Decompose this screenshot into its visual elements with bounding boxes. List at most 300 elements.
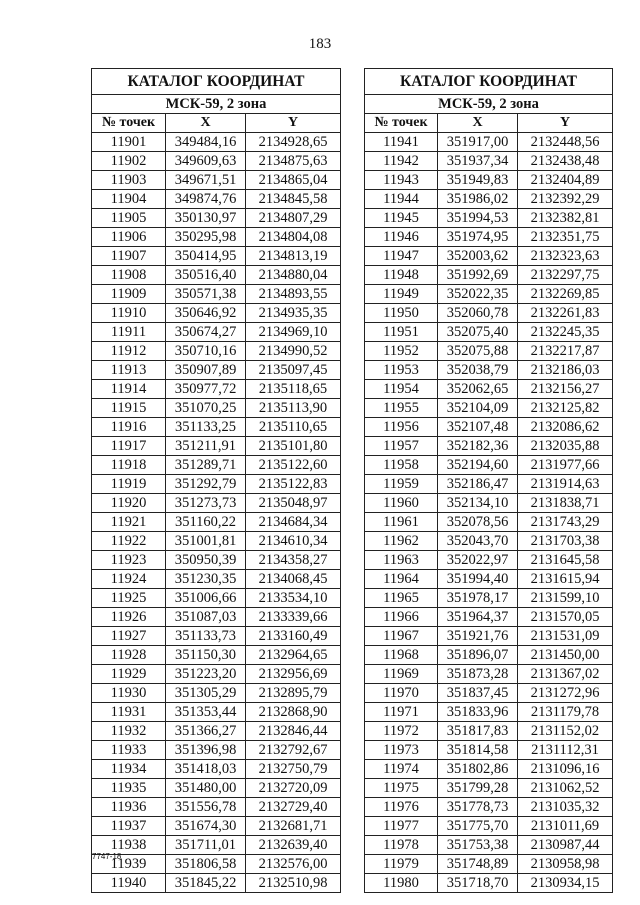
table-row xyxy=(365,494,613,513)
table-row xyxy=(365,627,613,646)
y-coordinate-cell: 2135122,83 xyxy=(246,475,341,494)
y-coordinate-cell: 2135110,65 xyxy=(246,418,341,437)
y-coordinate-cell: 2134845,58 xyxy=(246,190,341,209)
table-row xyxy=(92,475,341,494)
y-coordinate-cell: 2134865,04 xyxy=(246,171,341,190)
y-coordinate-cell: 2134935,35 xyxy=(246,304,341,323)
x-coordinate-cell: 351921,76 xyxy=(438,627,518,646)
y-coordinate-cell: 2131914,63 xyxy=(518,475,613,494)
y-coordinate-cell: 2131570,05 xyxy=(518,608,613,627)
table-row xyxy=(92,855,341,874)
y-coordinate-cell: 2131035,32 xyxy=(518,798,613,817)
table-row xyxy=(92,361,341,380)
x-coordinate-cell: 349484,16 xyxy=(166,133,246,152)
y-coordinate-cell: 2134875,63 xyxy=(246,152,341,171)
point-number-cell: 11962 xyxy=(365,532,438,551)
x-coordinate-cell: 351133,73 xyxy=(166,627,246,646)
coordinate-catalog-table-right xyxy=(364,68,613,893)
x-coordinate-cell: 351873,28 xyxy=(438,665,518,684)
column-header-point-number: № точек xyxy=(365,114,438,133)
point-number-cell: 11917 xyxy=(92,437,166,456)
column-header-x: X xyxy=(166,114,246,133)
y-coordinate-cell: 2131645,58 xyxy=(518,551,613,570)
y-coordinate-cell: 2132956,69 xyxy=(246,665,341,684)
point-number-cell: 11914 xyxy=(92,380,166,399)
point-number-cell: 11923 xyxy=(92,551,166,570)
y-coordinate-cell: 2134880,04 xyxy=(246,266,341,285)
table-row xyxy=(365,646,613,665)
point-number-cell: 11927 xyxy=(92,627,166,646)
y-coordinate-cell: 2132297,75 xyxy=(518,266,613,285)
x-coordinate-cell: 351837,45 xyxy=(438,684,518,703)
x-coordinate-cell: 351748,89 xyxy=(438,855,518,874)
table-row xyxy=(365,608,613,627)
x-coordinate-cell: 351992,69 xyxy=(438,266,518,285)
point-number-cell: 11950 xyxy=(365,304,438,323)
table-row xyxy=(365,456,613,475)
point-number-cell: 11975 xyxy=(365,779,438,798)
x-coordinate-cell: 351289,71 xyxy=(166,456,246,475)
y-coordinate-cell: 2134928,65 xyxy=(246,133,341,152)
table-row xyxy=(92,152,341,171)
point-number-cell: 11952 xyxy=(365,342,438,361)
y-coordinate-cell: 2135118,65 xyxy=(246,380,341,399)
table-row xyxy=(365,589,613,608)
x-coordinate-cell: 349609,63 xyxy=(166,152,246,171)
y-coordinate-cell: 2131743,29 xyxy=(518,513,613,532)
table-row xyxy=(365,513,613,532)
point-number-cell: 11930 xyxy=(92,684,166,703)
x-coordinate-cell: 351556,78 xyxy=(166,798,246,817)
table-row xyxy=(365,551,613,570)
y-coordinate-cell: 2132448,56 xyxy=(518,133,613,152)
point-number-cell: 11928 xyxy=(92,646,166,665)
table-row xyxy=(92,247,341,266)
table-row xyxy=(365,266,613,285)
x-coordinate-cell: 350977,72 xyxy=(166,380,246,399)
x-coordinate-cell: 350907,89 xyxy=(166,361,246,380)
column-header-y: Y xyxy=(246,114,341,133)
point-number-cell: 11907 xyxy=(92,247,166,266)
point-number-cell: 11905 xyxy=(92,209,166,228)
catalog-body xyxy=(365,69,613,893)
table-row xyxy=(365,532,613,551)
point-number-cell: 11965 xyxy=(365,589,438,608)
y-coordinate-cell: 2131062,52 xyxy=(518,779,613,798)
table-row xyxy=(92,836,341,855)
point-number-cell: 11979 xyxy=(365,855,438,874)
table-row xyxy=(92,684,341,703)
point-number-cell: 11959 xyxy=(365,475,438,494)
x-coordinate-cell: 352104,09 xyxy=(438,399,518,418)
y-coordinate-cell: 2132086,62 xyxy=(518,418,613,437)
point-number-cell: 11957 xyxy=(365,437,438,456)
table-row xyxy=(92,874,341,893)
x-coordinate-cell: 351994,53 xyxy=(438,209,518,228)
point-number-cell: 11901 xyxy=(92,133,166,152)
point-number-cell: 11943 xyxy=(365,171,438,190)
point-number-cell: 11902 xyxy=(92,152,166,171)
table-row xyxy=(365,190,613,209)
column-header-point-number: № точек xyxy=(92,114,166,133)
x-coordinate-cell: 351273,73 xyxy=(166,494,246,513)
point-number-cell: 11967 xyxy=(365,627,438,646)
x-coordinate-cell: 351150,30 xyxy=(166,646,246,665)
y-coordinate-cell: 2132186,03 xyxy=(518,361,613,380)
table-row xyxy=(92,456,341,475)
x-coordinate-cell: 351230,35 xyxy=(166,570,246,589)
point-number-cell: 11910 xyxy=(92,304,166,323)
table-row xyxy=(365,722,613,741)
y-coordinate-cell: 2131011,69 xyxy=(518,817,613,836)
x-coordinate-cell: 350516,40 xyxy=(166,266,246,285)
point-number-cell: 11911 xyxy=(92,323,166,342)
x-coordinate-cell: 351753,38 xyxy=(438,836,518,855)
table-row xyxy=(92,380,341,399)
y-coordinate-cell: 2130987,44 xyxy=(518,836,613,855)
y-coordinate-cell: 2132846,44 xyxy=(246,722,341,741)
table-row xyxy=(365,171,613,190)
column-header-y: Y xyxy=(518,114,613,133)
point-number-cell: 11931 xyxy=(92,703,166,722)
x-coordinate-cell: 351001,81 xyxy=(166,532,246,551)
x-coordinate-cell: 350571,38 xyxy=(166,285,246,304)
x-coordinate-cell: 351833,96 xyxy=(438,703,518,722)
y-coordinate-cell: 2132269,85 xyxy=(518,285,613,304)
y-coordinate-cell: 2131112,31 xyxy=(518,741,613,760)
y-coordinate-cell: 2132792,67 xyxy=(246,741,341,760)
point-number-cell: 11924 xyxy=(92,570,166,589)
table-row xyxy=(92,760,341,779)
y-coordinate-cell: 2131096,16 xyxy=(518,760,613,779)
x-coordinate-cell: 352078,56 xyxy=(438,513,518,532)
y-coordinate-cell: 2134990,52 xyxy=(246,342,341,361)
table-row xyxy=(92,722,341,741)
x-coordinate-cell: 350950,39 xyxy=(166,551,246,570)
table-row xyxy=(92,589,341,608)
table-row xyxy=(92,703,341,722)
y-coordinate-cell: 2132639,40 xyxy=(246,836,341,855)
y-coordinate-cell: 2133339,66 xyxy=(246,608,341,627)
x-coordinate-cell: 351006,66 xyxy=(166,589,246,608)
table-row xyxy=(92,817,341,836)
y-coordinate-cell: 2132750,79 xyxy=(246,760,341,779)
point-number-cell: 11951 xyxy=(365,323,438,342)
y-coordinate-cell: 2131272,96 xyxy=(518,684,613,703)
catalog-body xyxy=(92,69,341,893)
x-coordinate-cell: 351802,86 xyxy=(438,760,518,779)
x-coordinate-cell: 350414,95 xyxy=(166,247,246,266)
point-number-cell: 11978 xyxy=(365,836,438,855)
y-coordinate-cell: 2132261,83 xyxy=(518,304,613,323)
x-coordinate-cell: 351974,95 xyxy=(438,228,518,247)
point-number-cell: 11974 xyxy=(365,760,438,779)
point-number-cell: 11966 xyxy=(365,608,438,627)
y-coordinate-cell: 2131367,02 xyxy=(518,665,613,684)
point-number-cell: 11918 xyxy=(92,456,166,475)
point-number-cell: 11929 xyxy=(92,665,166,684)
y-coordinate-cell: 2133160,49 xyxy=(246,627,341,646)
point-number-cell: 11921 xyxy=(92,513,166,532)
point-number-cell: 11939 xyxy=(92,855,166,874)
table-row xyxy=(92,133,341,152)
point-number-cell: 11915 xyxy=(92,399,166,418)
table-row xyxy=(92,285,341,304)
x-coordinate-cell: 351917,00 xyxy=(438,133,518,152)
point-number-cell: 11969 xyxy=(365,665,438,684)
x-coordinate-cell: 351480,00 xyxy=(166,779,246,798)
table-row xyxy=(365,665,613,684)
catalog-title: КАТАЛОГ КООРДИНАТ xyxy=(92,69,341,95)
x-coordinate-cell: 351978,17 xyxy=(438,589,518,608)
point-number-cell: 11954 xyxy=(365,380,438,399)
document-code: 7747-18 xyxy=(92,852,122,861)
table-row xyxy=(365,437,613,456)
table-row xyxy=(92,190,341,209)
x-coordinate-cell: 351711,01 xyxy=(166,836,246,855)
coordinate-catalog-table-left xyxy=(91,68,341,893)
point-number-cell: 11940 xyxy=(92,874,166,893)
x-coordinate-cell: 351799,28 xyxy=(438,779,518,798)
point-number-cell: 11942 xyxy=(365,152,438,171)
x-coordinate-cell: 351814,58 xyxy=(438,741,518,760)
y-coordinate-cell: 2133534,10 xyxy=(246,589,341,608)
x-coordinate-cell: 350130,97 xyxy=(166,209,246,228)
x-coordinate-cell: 350674,27 xyxy=(166,323,246,342)
y-coordinate-cell: 2132156,27 xyxy=(518,380,613,399)
table-row xyxy=(365,874,613,893)
point-number-cell: 11946 xyxy=(365,228,438,247)
x-coordinate-cell: 349671,51 xyxy=(166,171,246,190)
x-coordinate-cell: 351211,91 xyxy=(166,437,246,456)
y-coordinate-cell: 2134969,10 xyxy=(246,323,341,342)
point-number-cell: 11973 xyxy=(365,741,438,760)
point-number-cell: 11955 xyxy=(365,399,438,418)
table-row xyxy=(365,418,613,437)
x-coordinate-cell: 351964,37 xyxy=(438,608,518,627)
point-number-cell: 11964 xyxy=(365,570,438,589)
header-row xyxy=(92,114,341,133)
y-coordinate-cell: 2132576,00 xyxy=(246,855,341,874)
point-number-cell: 11960 xyxy=(365,494,438,513)
point-number-cell: 11953 xyxy=(365,361,438,380)
x-coordinate-cell: 351674,30 xyxy=(166,817,246,836)
table-row xyxy=(365,285,613,304)
x-coordinate-cell: 352022,97 xyxy=(438,551,518,570)
point-number-cell: 11970 xyxy=(365,684,438,703)
y-coordinate-cell: 2134610,34 xyxy=(246,532,341,551)
point-number-cell: 11945 xyxy=(365,209,438,228)
y-coordinate-cell: 2132681,71 xyxy=(246,817,341,836)
table-row xyxy=(365,817,613,836)
x-coordinate-cell: 351292,79 xyxy=(166,475,246,494)
y-coordinate-cell: 2134807,29 xyxy=(246,209,341,228)
point-number-cell: 11906 xyxy=(92,228,166,247)
y-coordinate-cell: 2132125,82 xyxy=(518,399,613,418)
table-row xyxy=(365,779,613,798)
point-number-cell: 11904 xyxy=(92,190,166,209)
x-coordinate-cell: 351775,70 xyxy=(438,817,518,836)
point-number-cell: 11919 xyxy=(92,475,166,494)
y-coordinate-cell: 2131599,10 xyxy=(518,589,613,608)
point-number-cell: 11936 xyxy=(92,798,166,817)
table-row xyxy=(365,570,613,589)
y-coordinate-cell: 2132729,40 xyxy=(246,798,341,817)
x-coordinate-cell: 351845,22 xyxy=(166,874,246,893)
x-coordinate-cell: 350646,92 xyxy=(166,304,246,323)
point-number-cell: 11956 xyxy=(365,418,438,437)
x-coordinate-cell: 351937,34 xyxy=(438,152,518,171)
table-row xyxy=(365,342,613,361)
point-number-cell: 11937 xyxy=(92,817,166,836)
x-coordinate-cell: 351986,02 xyxy=(438,190,518,209)
point-number-cell: 11948 xyxy=(365,266,438,285)
x-coordinate-cell: 351305,29 xyxy=(166,684,246,703)
point-number-cell: 11958 xyxy=(365,456,438,475)
y-coordinate-cell: 2134358,27 xyxy=(246,551,341,570)
point-number-cell: 11903 xyxy=(92,171,166,190)
y-coordinate-cell: 2132438,48 xyxy=(518,152,613,171)
y-coordinate-cell: 2132323,63 xyxy=(518,247,613,266)
point-number-cell: 11976 xyxy=(365,798,438,817)
table-row xyxy=(92,209,341,228)
x-coordinate-cell: 351718,70 xyxy=(438,874,518,893)
point-number-cell: 11920 xyxy=(92,494,166,513)
x-coordinate-cell: 350295,98 xyxy=(166,228,246,247)
x-coordinate-cell: 351994,40 xyxy=(438,570,518,589)
table-row xyxy=(365,361,613,380)
column-header-x: X xyxy=(438,114,518,133)
table-row xyxy=(365,684,613,703)
table-row xyxy=(92,304,341,323)
table-row xyxy=(92,228,341,247)
x-coordinate-cell: 351366,27 xyxy=(166,722,246,741)
table-row xyxy=(92,779,341,798)
y-coordinate-cell: 2134813,19 xyxy=(246,247,341,266)
y-coordinate-cell: 2132351,75 xyxy=(518,228,613,247)
x-coordinate-cell: 352194,60 xyxy=(438,456,518,475)
catalog-title: КАТАЛОГ КООРДИНАТ xyxy=(365,69,613,95)
y-coordinate-cell: 2131179,78 xyxy=(518,703,613,722)
point-number-cell: 11908 xyxy=(92,266,166,285)
table-row xyxy=(365,323,613,342)
y-coordinate-cell: 2131838,71 xyxy=(518,494,613,513)
table-row xyxy=(365,228,613,247)
y-coordinate-cell: 2134684,34 xyxy=(246,513,341,532)
x-coordinate-cell: 351817,83 xyxy=(438,722,518,741)
point-number-cell: 11977 xyxy=(365,817,438,836)
y-coordinate-cell: 2135101,80 xyxy=(246,437,341,456)
table-row xyxy=(365,399,613,418)
table-row xyxy=(92,646,341,665)
x-coordinate-cell: 351396,98 xyxy=(166,741,246,760)
point-number-cell: 11926 xyxy=(92,608,166,627)
table-row xyxy=(365,209,613,228)
table-row xyxy=(365,798,613,817)
table-row xyxy=(365,836,613,855)
header-row xyxy=(365,114,613,133)
table-row xyxy=(92,266,341,285)
y-coordinate-cell: 2134804,08 xyxy=(246,228,341,247)
x-coordinate-cell: 351223,20 xyxy=(166,665,246,684)
table-row xyxy=(92,399,341,418)
y-coordinate-cell: 2131152,02 xyxy=(518,722,613,741)
x-coordinate-cell: 351806,58 xyxy=(166,855,246,874)
x-coordinate-cell: 352107,48 xyxy=(438,418,518,437)
y-coordinate-cell: 2132035,88 xyxy=(518,437,613,456)
x-coordinate-cell: 352075,88 xyxy=(438,342,518,361)
point-number-cell: 11971 xyxy=(365,703,438,722)
point-number-cell: 11941 xyxy=(365,133,438,152)
x-coordinate-cell: 351896,07 xyxy=(438,646,518,665)
y-coordinate-cell: 2135113,90 xyxy=(246,399,341,418)
table-row xyxy=(92,323,341,342)
table-row xyxy=(365,380,613,399)
point-number-cell: 11912 xyxy=(92,342,166,361)
y-coordinate-cell: 2131977,66 xyxy=(518,456,613,475)
y-coordinate-cell: 2131703,38 xyxy=(518,532,613,551)
y-coordinate-cell: 2132382,81 xyxy=(518,209,613,228)
x-coordinate-cell: 352186,47 xyxy=(438,475,518,494)
y-coordinate-cell: 2135122,60 xyxy=(246,456,341,475)
y-coordinate-cell: 2131450,00 xyxy=(518,646,613,665)
table-row xyxy=(92,532,341,551)
x-coordinate-cell: 351133,25 xyxy=(166,418,246,437)
y-coordinate-cell: 2135048,97 xyxy=(246,494,341,513)
y-coordinate-cell: 2132868,90 xyxy=(246,703,341,722)
table-row xyxy=(92,741,341,760)
x-coordinate-cell: 352043,70 xyxy=(438,532,518,551)
point-number-cell: 11944 xyxy=(365,190,438,209)
point-number-cell: 11925 xyxy=(92,589,166,608)
y-coordinate-cell: 2131615,94 xyxy=(518,570,613,589)
table-row xyxy=(92,342,341,361)
x-coordinate-cell: 351070,25 xyxy=(166,399,246,418)
table-row xyxy=(92,627,341,646)
table-row xyxy=(365,741,613,760)
point-number-cell: 11949 xyxy=(365,285,438,304)
point-number-cell: 11935 xyxy=(92,779,166,798)
table-row xyxy=(365,152,613,171)
table-row xyxy=(365,703,613,722)
table-row xyxy=(92,665,341,684)
x-coordinate-cell: 351418,03 xyxy=(166,760,246,779)
x-coordinate-cell: 352060,78 xyxy=(438,304,518,323)
x-coordinate-cell: 351160,22 xyxy=(166,513,246,532)
y-coordinate-cell: 2132392,29 xyxy=(518,190,613,209)
x-coordinate-cell: 352038,79 xyxy=(438,361,518,380)
point-number-cell: 11932 xyxy=(92,722,166,741)
x-coordinate-cell: 352075,40 xyxy=(438,323,518,342)
point-number-cell: 11980 xyxy=(365,874,438,893)
table-row xyxy=(92,798,341,817)
y-coordinate-cell: 2131531,09 xyxy=(518,627,613,646)
table-row xyxy=(92,570,341,589)
y-coordinate-cell: 2132720,09 xyxy=(246,779,341,798)
x-coordinate-cell: 352003,62 xyxy=(438,247,518,266)
x-coordinate-cell: 352182,36 xyxy=(438,437,518,456)
y-coordinate-cell: 2134068,45 xyxy=(246,570,341,589)
x-coordinate-cell: 351778,73 xyxy=(438,798,518,817)
point-number-cell: 11922 xyxy=(92,532,166,551)
y-coordinate-cell: 2132895,79 xyxy=(246,684,341,703)
point-number-cell: 11947 xyxy=(365,247,438,266)
table-row xyxy=(92,171,341,190)
table-row xyxy=(365,304,613,323)
y-coordinate-cell: 2132404,89 xyxy=(518,171,613,190)
point-number-cell: 11916 xyxy=(92,418,166,437)
x-coordinate-cell: 351087,03 xyxy=(166,608,246,627)
